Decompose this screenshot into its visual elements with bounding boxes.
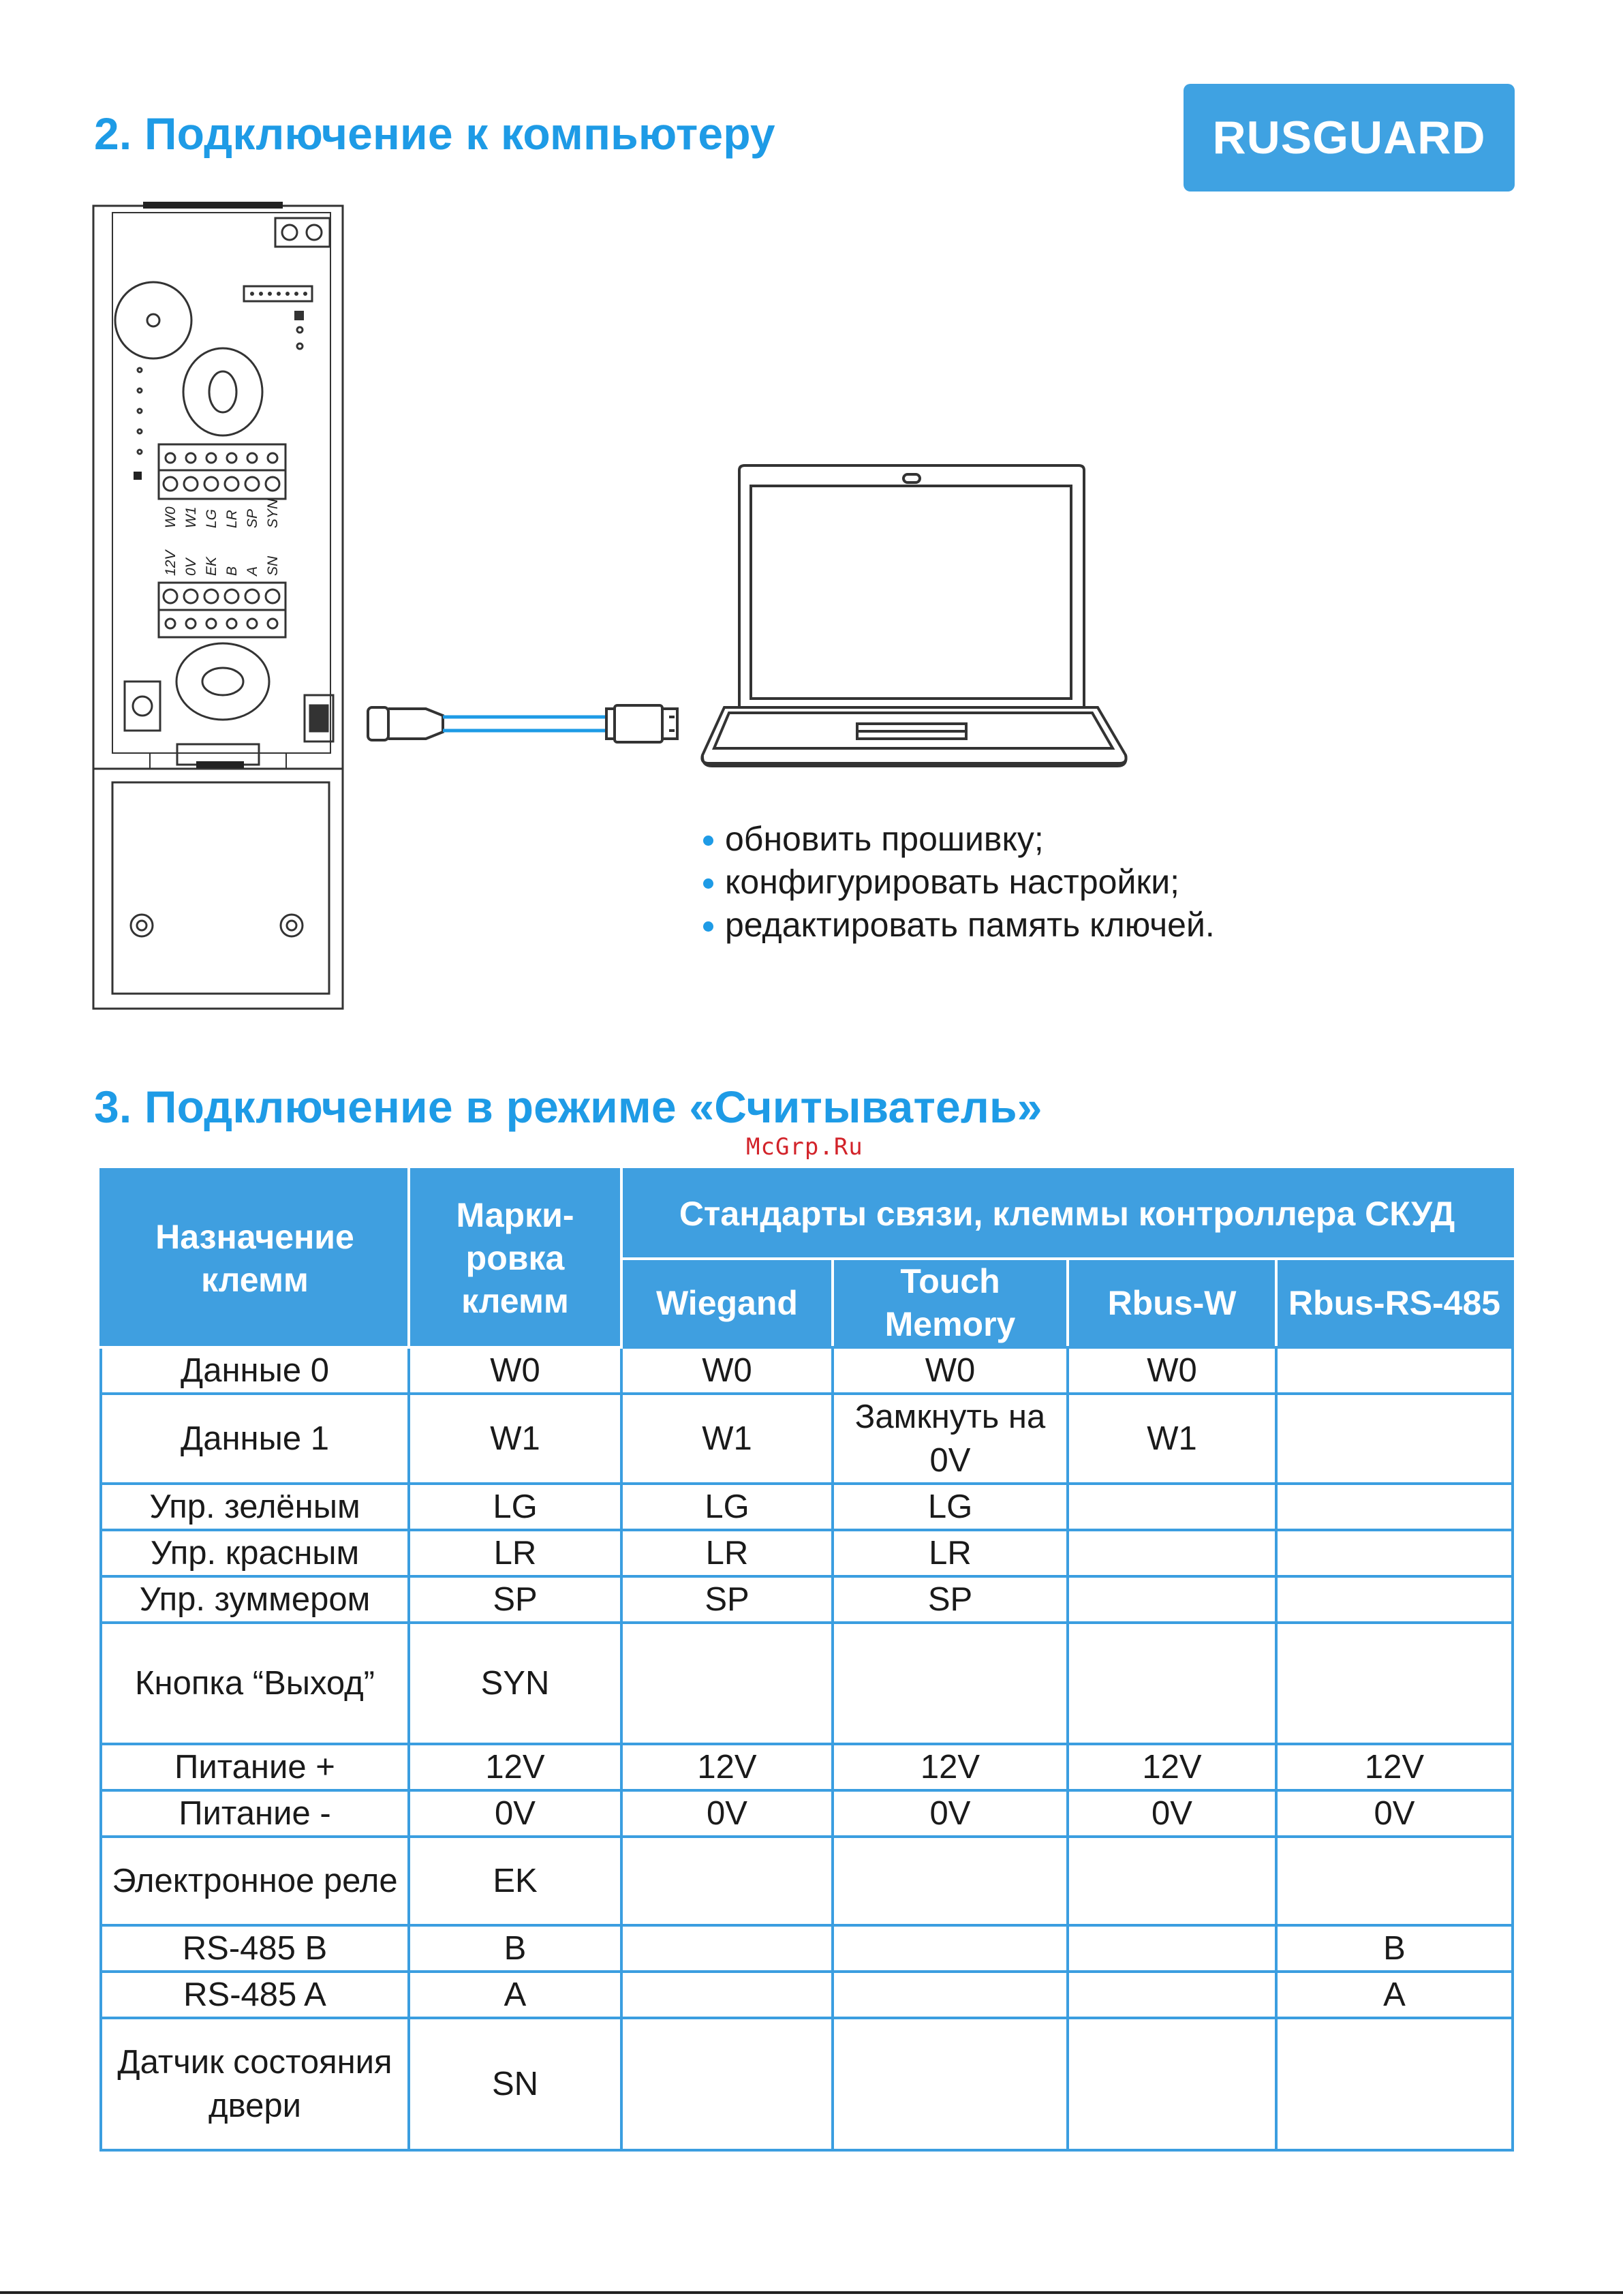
- table-cell: LR: [409, 1530, 621, 1576]
- terminal-label-top-4: SP: [245, 508, 260, 528]
- table-cell: [1276, 1394, 1513, 1484]
- table-cell: 0V: [833, 1790, 1068, 1837]
- header-col-rbus-w: Rbus-W: [1068, 1259, 1276, 1347]
- terminal-label-bottom-2: EK: [204, 556, 219, 576]
- table-cell: 12V: [833, 1744, 1068, 1790]
- table-cell: [1276, 1576, 1513, 1623]
- bullet-text: обновить прошивку;: [725, 820, 1044, 858]
- table-cell: Упр. зелёным: [101, 1484, 409, 1530]
- table-cell: [621, 1837, 833, 1925]
- table-cell: 0V: [409, 1790, 621, 1837]
- table-cell: SN: [409, 2018, 621, 2150]
- table-cell: SP: [833, 1576, 1068, 1623]
- table-cell: LR: [833, 1530, 1068, 1576]
- table-row: [101, 1744, 1513, 1790]
- terminal-labels: [163, 498, 281, 577]
- table-cell: SP: [409, 1576, 621, 1623]
- table-cell: Данные 0: [101, 1347, 409, 1394]
- table-cell: RS-485 B: [101, 1925, 409, 1972]
- table-cell: [1068, 1623, 1276, 1744]
- header-marking: Марки-ровка клемм: [409, 1169, 621, 1347]
- table-cell: 12V: [409, 1744, 621, 1790]
- table-row: [101, 1347, 1513, 1394]
- table-cell: Упр. красным: [101, 1530, 409, 1576]
- table-cell: [621, 1925, 833, 1972]
- bullet-dot-icon: [703, 878, 713, 889]
- table-cell: W0: [1068, 1347, 1276, 1394]
- table-row: [101, 1484, 1513, 1530]
- table-cell: W1: [1068, 1394, 1276, 1484]
- laptop-illustration: [702, 465, 1126, 766]
- table-cell: [1276, 1623, 1513, 1744]
- table-cell: A: [1276, 1972, 1513, 2018]
- table-row: [101, 1576, 1513, 1623]
- table-cell: EK: [409, 1837, 621, 1925]
- table-cell: Замкнуть на 0V: [833, 1394, 1068, 1484]
- table-cell: [1068, 1484, 1276, 1530]
- table-row: [101, 1623, 1513, 1744]
- table-cell: W1: [621, 1394, 833, 1484]
- terminal-label-bottom-3: B: [224, 566, 240, 576]
- header-col-touch-memory: Touch Memory: [833, 1259, 1068, 1347]
- terminal-label-bottom-1: 0V: [183, 558, 199, 576]
- table-row: [101, 1925, 1513, 1972]
- terminal-label-bottom-5: SN: [265, 555, 281, 576]
- bullet-item: [703, 818, 1215, 861]
- table-cell: [1068, 1925, 1276, 1972]
- table-cell: LG: [409, 1484, 621, 1530]
- table-cell: W0: [621, 1347, 833, 1394]
- table-cell: 0V: [621, 1790, 833, 1837]
- table-cell: [1068, 1837, 1276, 1925]
- table-cell: SP: [621, 1576, 833, 1623]
- header-standards: Стандарты связи, клеммы контроллера СКУД: [621, 1169, 1513, 1259]
- table-cell: Питание -: [101, 1790, 409, 1837]
- table-cell: B: [409, 1925, 621, 1972]
- table-cell: [833, 1925, 1068, 1972]
- table-row: [101, 1790, 1513, 1837]
- header-col-wiegand: Wiegand: [621, 1259, 833, 1347]
- table-cell: [1276, 1530, 1513, 1576]
- table-cell: [833, 1972, 1068, 2018]
- terminal-label-bottom-4: A: [245, 566, 260, 576]
- table-cell: [1276, 2018, 1513, 2150]
- table-cell: [621, 1972, 833, 2018]
- table-row: [101, 2018, 1513, 2150]
- table-cell: 0V: [1276, 1790, 1513, 1837]
- table-cell: SYN: [409, 1623, 621, 1744]
- terminal-table: [99, 1168, 1514, 2152]
- table-cell: [1068, 1576, 1276, 1623]
- table-cell: [1276, 1347, 1513, 1394]
- table-cell: W0: [833, 1347, 1068, 1394]
- bullet-dot-icon: [703, 921, 713, 932]
- table-cell: LG: [833, 1484, 1068, 1530]
- section-title-reader-mode: 3. Подключение в режиме «Считыватель»: [94, 1082, 1042, 1132]
- table-cell: Данные 1: [101, 1394, 409, 1484]
- table-cell: RS-485 A: [101, 1972, 409, 2018]
- table-cell: [1068, 2018, 1276, 2150]
- header-purpose: Назначение клемм: [101, 1169, 409, 1347]
- terminal-label-top-1: W1: [183, 506, 199, 528]
- table-cell: 12V: [1068, 1744, 1276, 1790]
- terminal-label-top-0: W0: [163, 506, 179, 528]
- table-cell: [1276, 1837, 1513, 1925]
- page-bottom-rule: [0, 2291, 1623, 2294]
- table-row: [101, 1530, 1513, 1576]
- header-col-rbus-rs485: Rbus-RS-485: [1276, 1259, 1513, 1347]
- terminal-label-top-3: LR: [224, 510, 240, 528]
- table-cell: Кнопка “Выход”: [101, 1623, 409, 1744]
- table-cell: [833, 2018, 1068, 2150]
- table-cell: LG: [621, 1484, 833, 1530]
- usb-cable: [368, 705, 677, 742]
- table-cell: Электронное реле: [101, 1837, 409, 1925]
- usage-bullet-list: [703, 818, 1215, 947]
- section-title-computer: 2. Подключение к компьютеру: [94, 108, 775, 159]
- bullet-text: конфигурировать настройки;: [725, 863, 1180, 901]
- table-row: [101, 1837, 1513, 1925]
- table-cell: A: [409, 1972, 621, 2018]
- table-cell: 12V: [1276, 1744, 1513, 1790]
- table-cell: B: [1276, 1925, 1513, 1972]
- table-cell: 0V: [1068, 1790, 1276, 1837]
- terminal-label-top-2: LG: [204, 508, 219, 528]
- rusguard-logo: RUSGUARD: [1184, 84, 1515, 192]
- table-row: [101, 1394, 1513, 1484]
- terminal-label-bottom-0: 12V: [163, 550, 179, 576]
- watermark: McGrp.Ru: [746, 1133, 863, 1161]
- table-cell: [1068, 1972, 1276, 2018]
- table-cell: [833, 1837, 1068, 1925]
- table-cell: [621, 1623, 833, 1744]
- bullet-text: редактировать память ключей.: [725, 906, 1215, 944]
- table-cell: W0: [409, 1347, 621, 1394]
- table-cell: [1068, 1530, 1276, 1576]
- table-row: [101, 1972, 1513, 2018]
- reader-device: [93, 202, 343, 1009]
- table-cell: [833, 1623, 1068, 1744]
- table-cell: W1: [409, 1394, 621, 1484]
- table-cell: [621, 2018, 833, 2150]
- table-cell: [1276, 1484, 1513, 1530]
- bullet-dot-icon: [703, 836, 713, 846]
- table-cell: Датчик состояния двери: [101, 2018, 409, 2150]
- terminal-label-top-5: SYN: [265, 498, 281, 528]
- table-cell: 12V: [621, 1744, 833, 1790]
- table-cell: Питание +: [101, 1744, 409, 1790]
- bullet-item: [703, 904, 1215, 947]
- table-cell: Упр. зуммером: [101, 1576, 409, 1623]
- table-cell: LR: [621, 1530, 833, 1576]
- bullet-item: [703, 861, 1215, 904]
